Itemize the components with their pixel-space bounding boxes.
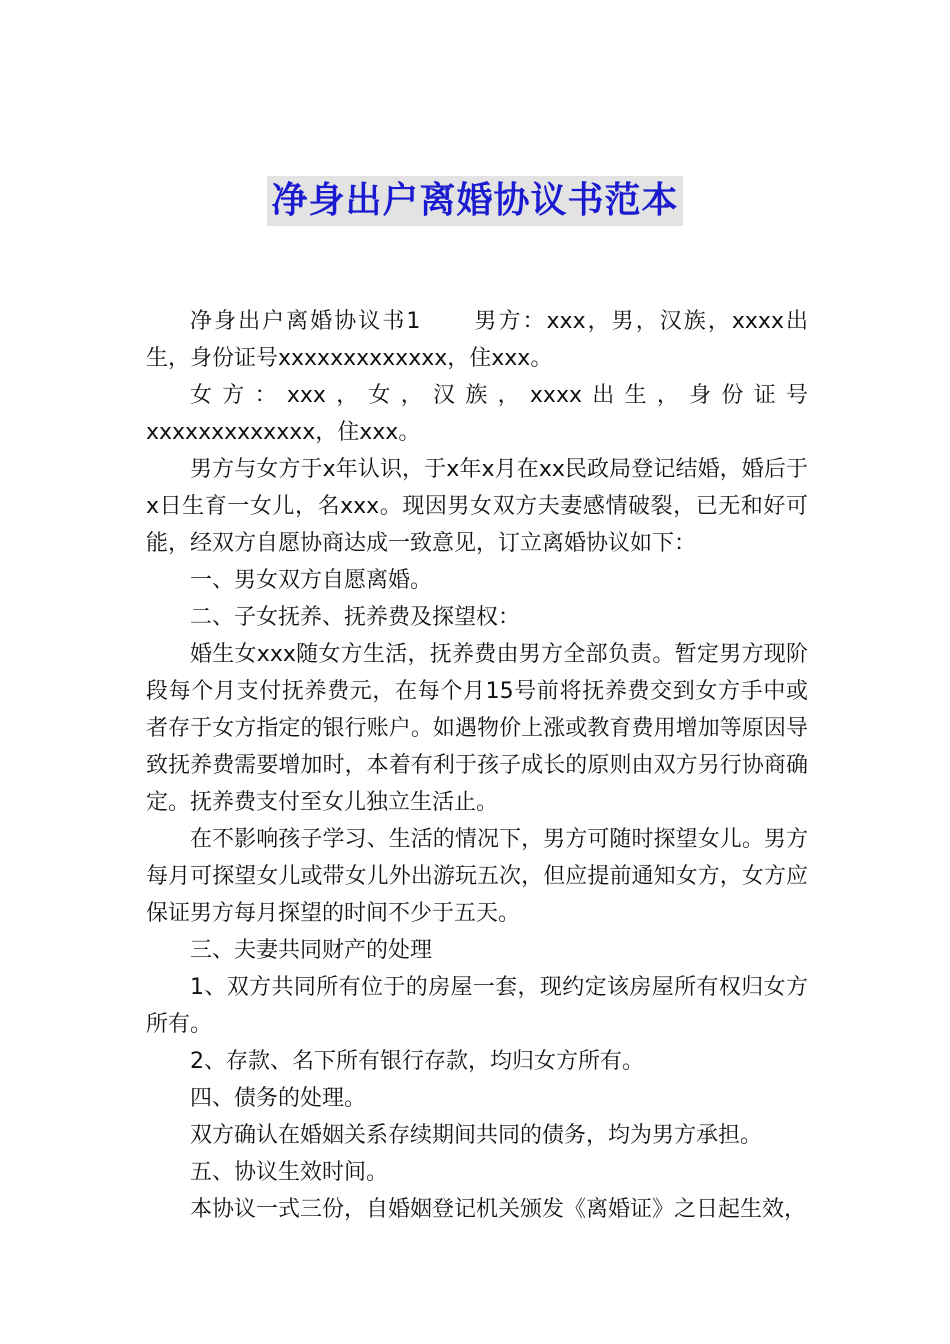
paragraph-14: 本协议一式三份，自婚姻登记机关颁发《离婚证》之日起生效，	[190, 1197, 807, 1222]
paragraph-7: 在不影响孩子学习、生活的情况下，男方可随时探望女儿。男方每月可探望女儿或带女儿外出游玩五次，但应提前通知女方，女方应保证男方每月探望的时间不少于五天。	[146, 827, 808, 926]
paragraph-12: 双方确认在婚姻关系存续期间共同的债务，均为男方承担。	[190, 1123, 763, 1148]
paragraph-8: 三、夫妻共同财产的处理	[190, 938, 433, 963]
document-body	[146, 303, 808, 1228]
paragraph-1-text: 男方：xxx，男，汉族，xxxx出生，身份证号xxxxxxxxxxxxx，住xxx。	[146, 309, 809, 371]
paragraph-5: 二、子女抚养、抚养费及探望权：	[190, 605, 521, 630]
paragraph-1	[146, 303, 808, 377]
paragraph-11: 四、债务的处理。	[190, 1086, 367, 1111]
paragraph-10: 2、存款、名下所有银行存款，均归女方所有。	[190, 1049, 644, 1074]
paragraph-13: 五、协议生效时间。	[190, 1160, 389, 1185]
paragraph-1-heading: 净身出户离婚协议书1	[190, 309, 421, 334]
title-container	[0, 176, 950, 226]
paragraph-6: 婚生女xxx随女方生活，抚养费由男方全部负责。暂定男方现阶段每个月支付抚养费元，在每个月15号前将抚养费交到女方手中或者存于女方指定的银行账户。如遇物价上涨或教育费用增加等原因导致抚养费需要增加时，本着有利于孩子成长的原则由双方另行协商确定。抚养费支付至女儿独立生活止。	[146, 642, 808, 815]
paragraph-3: 男方与女方于x年认识，于x年x月在xx民政局登记结婚，婚后于x日生育一女儿，名xxx。现因男女双方夫妻感情破裂，已无和好可能，经双方自愿协商达成一致意见，订立离婚协议如下：	[146, 457, 808, 556]
paragraph-2: 女方：xxx，女，汉族，xxxx出生，身份证号xxxxxxxxxxxxx，住xxx。	[146, 383, 808, 445]
paragraph-4: 一、男女双方自愿离婚。	[190, 568, 433, 593]
document-title: 净身出户离婚协议书范本	[267, 176, 682, 226]
paragraph-9: 1、双方共同所有位于的房屋一套，现约定该房屋所有权归女方所有。	[146, 975, 808, 1037]
